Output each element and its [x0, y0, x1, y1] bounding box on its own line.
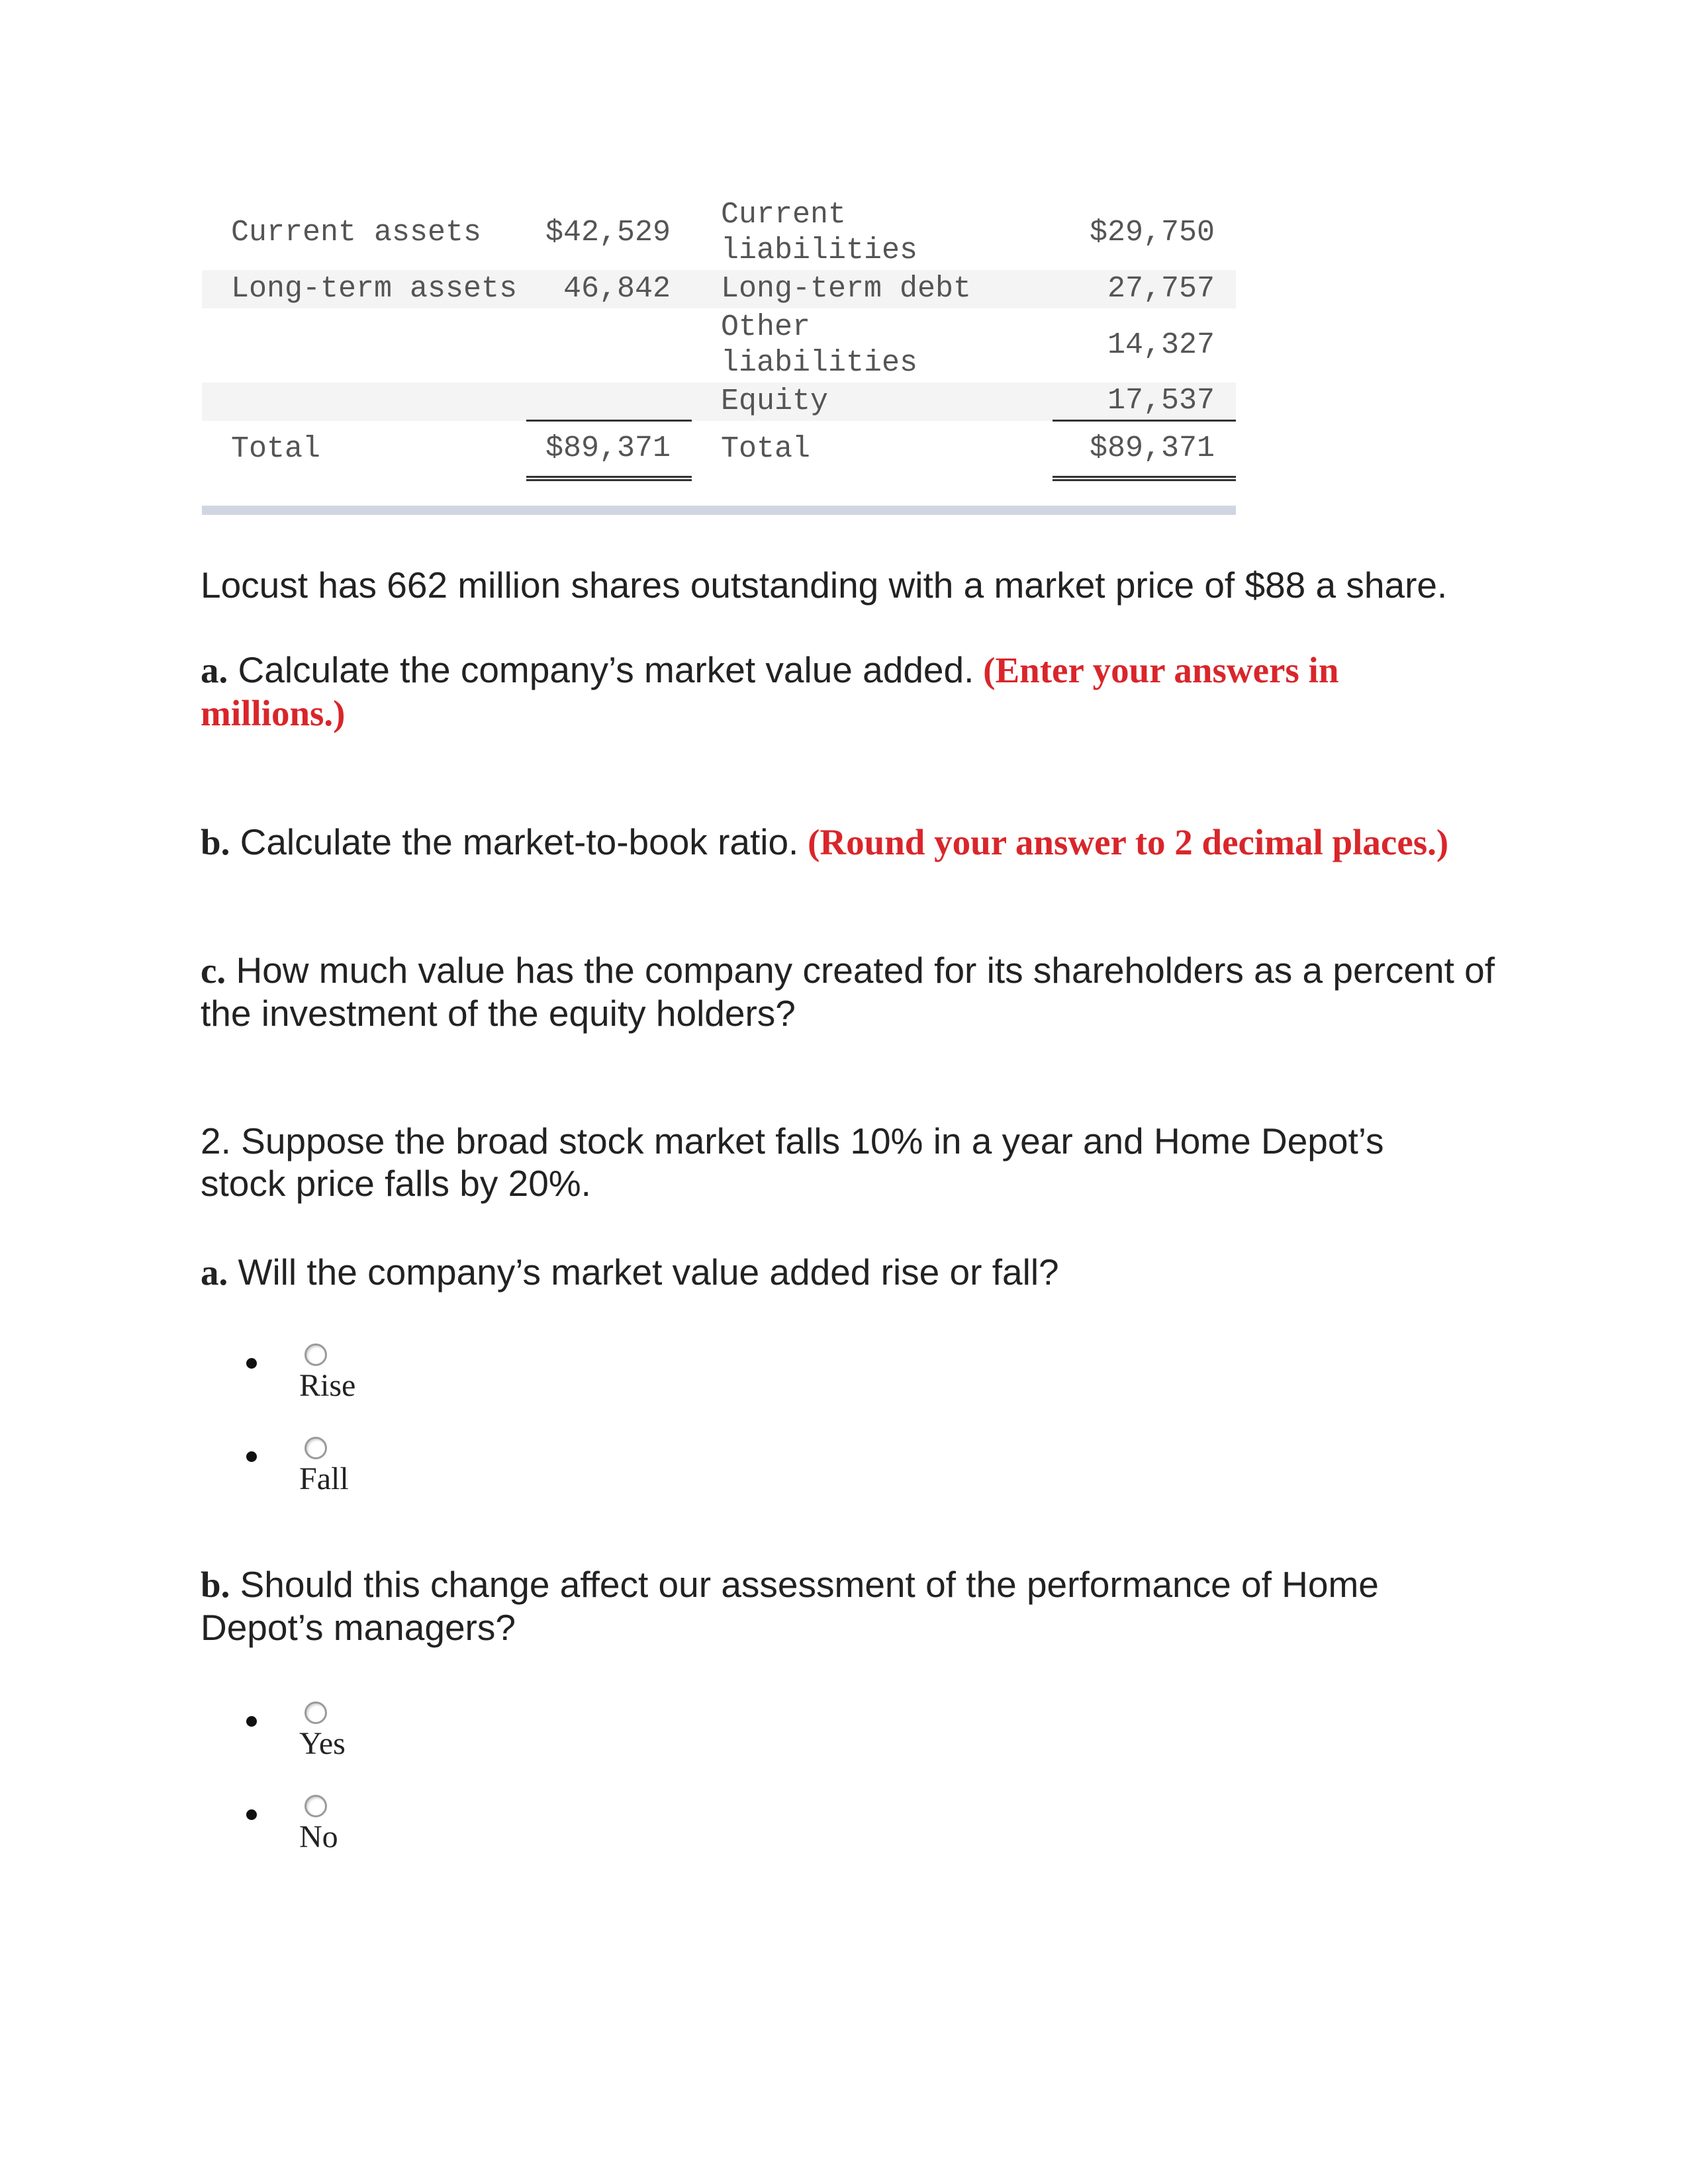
table-row: [202, 270, 1236, 308]
bullet: [246, 1451, 257, 1462]
current-liabilities-label: Current liabilities: [721, 198, 918, 267]
current-liabilities-value: $29,750: [1089, 216, 1215, 250]
question-2: 2. Suppose the broad stock market falls 10% in a year and Home Depot’s stock price falls by 20%.: [201, 1120, 1384, 1204]
rise-radio[interactable]: [305, 1343, 327, 1366]
other-liabilities-value: 14,327: [1107, 328, 1215, 362]
balance-sheet-table: [202, 196, 1236, 481]
table-bottom-bar: [202, 506, 1236, 515]
question-1b: b. Calculate the market-to-book ratio. (Round your answer to 2 decimal places.): [201, 821, 1449, 862]
total-liabilities-label: Total: [721, 432, 811, 467]
table-row: [202, 421, 1236, 479]
yes-radio[interactable]: [305, 1702, 327, 1724]
question-2a: a. Will the company’s market value added rise or fall?: [201, 1251, 1059, 1293]
instruction-note: (Enter your answers in millions.): [201, 650, 1339, 733]
equity-label: Equity: [692, 383, 1053, 421]
equity-value: 17,537: [1053, 383, 1236, 421]
no-radio[interactable]: [305, 1795, 327, 1817]
bullet: [246, 1809, 257, 1820]
no-label: No: [299, 1819, 338, 1854]
fall-label: Fall: [299, 1461, 349, 1496]
table-row: [202, 383, 1236, 421]
long-term-assets-value: 46,842: [526, 270, 692, 308]
yes-label: Yes: [299, 1726, 346, 1761]
question-1c: c. How much value has the company created for its shareholders as a percent of the investment of the equity holders?: [201, 950, 1495, 1034]
question-2b: b. Should this change affect our assessment of the performance of Home Depot’s managers?: [201, 1564, 1379, 1648]
other-liabilities-label: Other liabilities: [721, 310, 918, 380]
table-row: [202, 196, 1236, 270]
long-term-assets-label: Long-term assets: [202, 270, 526, 308]
bullet: [246, 1358, 257, 1369]
instruction-note: (Round your answer to 2 decimal places.): [798, 822, 1449, 862]
current-assets-value: $42,529: [545, 216, 671, 250]
total-liabilities-value: $89,371: [1053, 421, 1236, 479]
table-row: [202, 308, 1236, 383]
total-assets-label: Total: [231, 432, 321, 467]
intro-text: Locust has 662 million shares outstanding with a market price of $88 a share.: [201, 565, 1448, 606]
long-term-debt-value: 27,757: [1053, 270, 1236, 308]
fall-radio[interactable]: [305, 1437, 327, 1459]
current-assets-label: Current assets: [231, 216, 482, 250]
rise-label: Rise: [299, 1368, 356, 1403]
bullet: [246, 1716, 257, 1727]
question-1a: a. Calculate the company’s market value added. (Enter your answers in millions.): [201, 649, 1339, 733]
long-term-debt-label: Long-term debt: [692, 270, 1053, 308]
total-assets-value: $89,371: [526, 421, 692, 479]
